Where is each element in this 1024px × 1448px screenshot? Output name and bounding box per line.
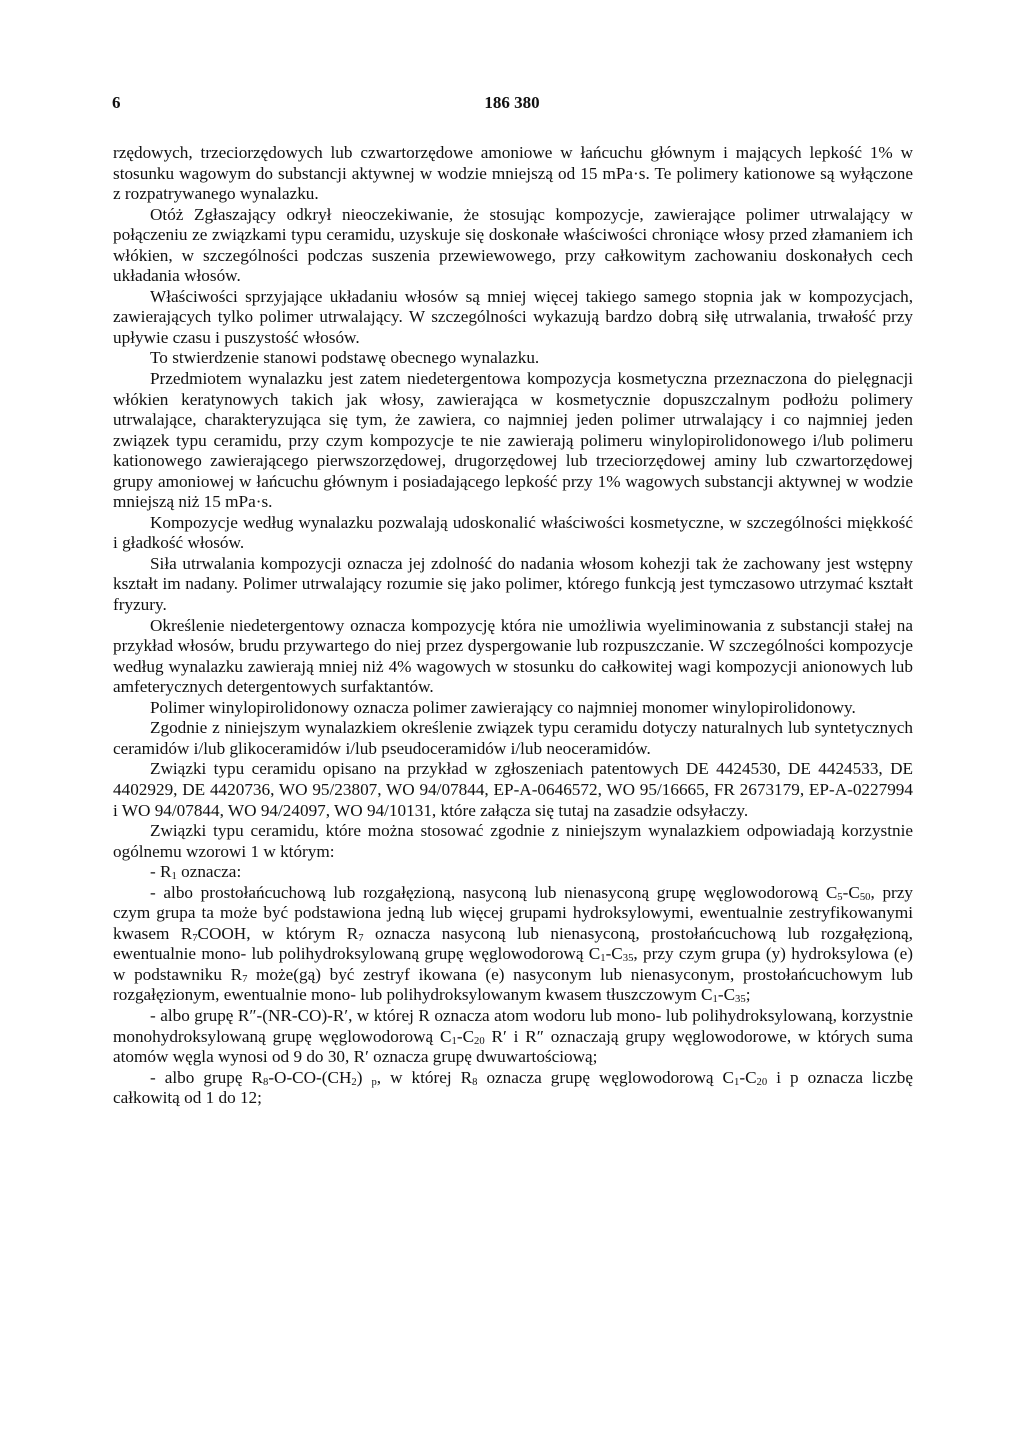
subscript: p <box>371 1076 377 1088</box>
text-segment: -C <box>717 985 736 1005</box>
paragraph: Kompozycje według wynalazku pozwalają udoskonalić właściwości kosmetyczne, w szczególności miękkość i gładkość włosów. <box>113 512 913 553</box>
paragraph: To stwierdzenie stanowi podstawę obecnego wynalazku. <box>150 348 540 368</box>
paragraph-option-ester <box>113 1068 913 1109</box>
paragraph: Związki typu ceramidu, które można stosować zgodnie z niniejszym wynalazkiem odpowiadają korzystnie ogólnemu wzorowi 1 w którym: <box>113 821 913 861</box>
text-segment: oznacza grupę węglowodorową C <box>477 1067 735 1087</box>
paragraph: Siła utrwalania kompozycji oznacza jej zdolność do nadania włosom kohezji tak że zachowany jest wstępny kształt im nadany. Polimer utrwalający rozumie się jako polimer, którego funkcją jest tymczasowo utrzymać kształt fryzury. <box>113 553 913 615</box>
text-segment: , przy czym grupa ta może być podstawiona jedną lub więcej grupami hydroksylowymi, ewentualnie zestryfikowanymi kwasem R <box>113 882 913 943</box>
text-segment: R′ i R″ oznaczają grupy węglowodorowe, w których suma atomów węgla wynosi od 9 do 30, R′ oznacza grupę dwuwartościową; <box>113 1026 913 1067</box>
paragraph: Określenie niedetergentowy oznacza kompozycję która nie umożliwia wyeliminowania z substancji stałej na przykład włosów, brudu przywartego do niej przez dyspergowanie lub rozpuszczanie. W szczególności kompozycje według wynalazku zawierają mniej niż 4% wagowych w stosunku do całkowitej wagi kompozycji anionowych lub amfeterycznych detergentowych surfaktantów. <box>113 615 913 697</box>
paragraph: Polimer winylopirolidonowy oznacza polimer zawierający co najmniej monomer winylopirolidonowy. <box>150 697 856 717</box>
subscript: 1 <box>451 1035 457 1047</box>
paragraph-option-hydrocarbon <box>113 883 913 1006</box>
text-segment: ) <box>356 1067 372 1087</box>
text-segment: -C <box>605 944 623 964</box>
text-segment: -C <box>456 1026 475 1046</box>
document-body <box>113 143 913 1109</box>
paragraph-option-amide <box>113 1006 913 1068</box>
subscript: 5 <box>837 891 843 903</box>
paragraph: Związki typu ceramidu opisano na przykład w zgłoszeniach patentowych DE 4424530, DE 4424533, DE 4402929, DE 4420736, WO 95/23807, WO 94/07844, EP-A-0646572, WO 95/16665, FR 2673179, EP-A-0227994 i WO 94/07844, WO 94/24097, WO 94/10131, które załącza się tutaj na zasadzie odsyłaczy. <box>113 759 913 820</box>
paragraph: Właściwości sprzyjające układaniu włosów są mniej więcej takiego samego stopnia jak w kompozycjach, zawierających tylko polimer utrwalający. W szczególności wykazują bardzo dobrą siłę utrwalania, trwałość przy upływie czasu i puszystość włosów. <box>113 286 913 347</box>
subscript: 1 <box>712 994 718 1006</box>
text-segment: - R <box>150 862 172 882</box>
page-header <box>112 93 912 113</box>
text-segment: -O-CO-(CH <box>268 1067 352 1087</box>
text-segment: - albo grupę R <box>150 1067 263 1087</box>
subscript: 50 <box>859 891 871 903</box>
page-number: 6 <box>112 93 121 112</box>
subscript: 20 <box>474 1035 485 1047</box>
subscript: 35 <box>735 994 746 1006</box>
subscript: 8 <box>472 1076 478 1088</box>
text-segment: - albo grupę R″-(NR-CO)-R′, w której R oznacza atom wodoru lub mono- lub polihydroksylowaną, korzystnie monohydroksylowaną grupę węglowodorową C <box>113 1005 913 1046</box>
subscript: 1 <box>734 1076 740 1088</box>
subscript: 7 <box>192 932 198 944</box>
text-segment: , w której R <box>376 1067 473 1087</box>
text-segment: i p oznacza liczbę całkowitą od 1 do 12; <box>113 1067 914 1108</box>
subscript: 1 <box>171 871 177 883</box>
subscript: 2 <box>351 1076 357 1088</box>
subscript: 35 <box>622 953 634 965</box>
subscript: 8 <box>262 1076 269 1088</box>
text-segment: oznacza nasyconą lub nienasyconą, prostołańcuchową lub rozgałęzioną, ewentualnie mono- lub polihydroksylowaną grupę węglowodorową C <box>113 923 913 964</box>
text-segment: COOH, w którym R <box>197 923 359 943</box>
paragraph: Otóż Zgłaszający odkrył nieoczekiwanie, że stosując kompozycje, zawierające polimer utrwalający w połączeniu ze związkami typu ceramidu, uzyskuje się doskonałe właściwości chroniące włosy przed złamaniem ich włókien, w szczególności podczas suszenia przewiewowego, przy całkowitym zachowaniu doskonałych cech układania włosów. <box>113 204 913 286</box>
text-segment: -C <box>739 1067 757 1087</box>
text-segment: - albo prostołańcuchową lub rozgałęzioną, nasyconą lub nienasyconą grupę węglowodorową C <box>150 882 838 902</box>
paragraph: Przedmiotem wynalazku jest zatem niedetergentowa kompozycja kosmetyczna przeznaczona do pielęgnacji włókien keratynowych takich jak włosy, zawierająca w kosmetycznie dopuszczalnym podłożu polimery utrwalające, charakteryzująca się tym, że zawiera, co najmniej jeden polimer utrwalający i co najmniej jeden związek typu ceramidu, przy czym kompozycje te nie zawierają polimeru winylopirolidonowego i/lub polimeru kationowego zawierającego pierwszorzędowej, drugorzędowej lub trzeciorzędowej aminy lub czwartorzędowej grupy amoniowej w łańcuchu głównym i posiadającego lepkość przy 1% wagowych substancji aktywnej w wodzie mniejszą niż 15 mPa·s. <box>113 369 913 512</box>
subscript: 7 <box>358 932 364 944</box>
paragraph: Zgodnie z niniejszym wynalazkiem określenie związek typu ceramidu dotyczy naturalnych lub syntetycznych ceramidów i/lub glikoceramidów i/lub pseudoceramidów i/lub neoceramidów. <box>113 718 913 758</box>
subscript: 20 <box>756 1076 768 1088</box>
subscript: 7 <box>242 974 248 985</box>
text-segment: oznacza: <box>176 862 242 882</box>
subscript: 1 <box>600 953 606 965</box>
text-segment: ; <box>745 985 751 1005</box>
text-segment: może(gą) być zestryf ikowana (e) nasyconym lub nienasyconym, prostołańcuchowym lub rozgałęzionym, ewentualnie mono- lub polihydroksylowanym kwasem tłuszczowym C <box>113 964 914 1005</box>
text-segment: -C <box>842 882 860 902</box>
text-segment: , przy czym grupa (y) hydroksylowa (e) w podstawniku R <box>113 944 913 984</box>
paragraph-r1-definition <box>113 862 913 883</box>
paragraph: rzędowych, trzeciorzędowych lub czwartorzędowe amoniowe w łańcuchu głównym i mających lepkość 1% w stosunku wagowym do substancji aktywnej w wodzie mniejszą od 15 mPa·s. Te polimery kationowe są wyłączone z rozpatrywanego wynalazku. <box>113 143 913 204</box>
document-number: 186 380 <box>484 93 540 112</box>
